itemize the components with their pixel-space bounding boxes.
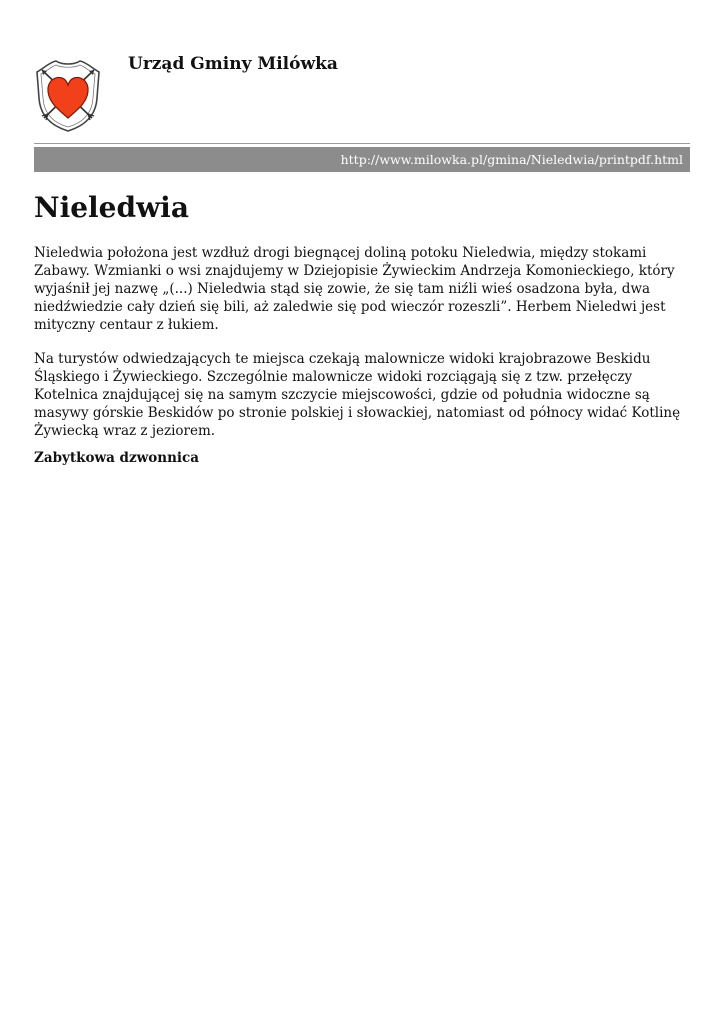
header-divider — [34, 143, 690, 144]
page-url-link[interactable]: http://www.milowka.pl/gmina/Nieledwia/printpdf.html — [340, 152, 683, 167]
site-title: Urząd Gminy Milówka — [128, 54, 338, 74]
url-bar — [34, 147, 690, 172]
section-heading: Zabytkowa dzwonnica — [34, 450, 200, 466]
coat-of-arms-heart-icon — [34, 58, 102, 134]
article-body — [34, 244, 690, 456]
article-paragraph: Nieledwia położona jest wzdłuż drogi biegnącej doliną potoku Nieledwia, między stokami Zabawy. Wzmianki o wsi znajdujemy w Dziejopisie Żywieckim Andrzeja Komonieckiego, który wyjaśnił jej nazwę „(...) Nieledwia stąd się zowie, że się tam niźli wieś osadzona była, dwa niedźwiedzie cały dzień się bili, aż zaledwie się pod wieczór rozeszli”. Herbem Nieledwi jest mityczny centaur z łukiem. — [34, 245, 675, 333]
page-title: Nieledwia — [34, 191, 189, 224]
article-paragraph: Na turystów odwiedzających te miejsca czekają malownicze widoki krajobrazowe Beskidu Śląskiego i Żywieckiego. Szczególnie malownicze widoki rozciągają się z tzw. przełęczy Kotelnica znajdującej się na samym szczycie miejscowości, gdzie od południa widoczne są masywy górskie Beskidów po stronie polskiej i słowackiej, natomiast od północy widać Kotlinę Żywiecką wraz z jeziorem. — [34, 351, 681, 439]
page-header — [0, 0, 725, 140]
